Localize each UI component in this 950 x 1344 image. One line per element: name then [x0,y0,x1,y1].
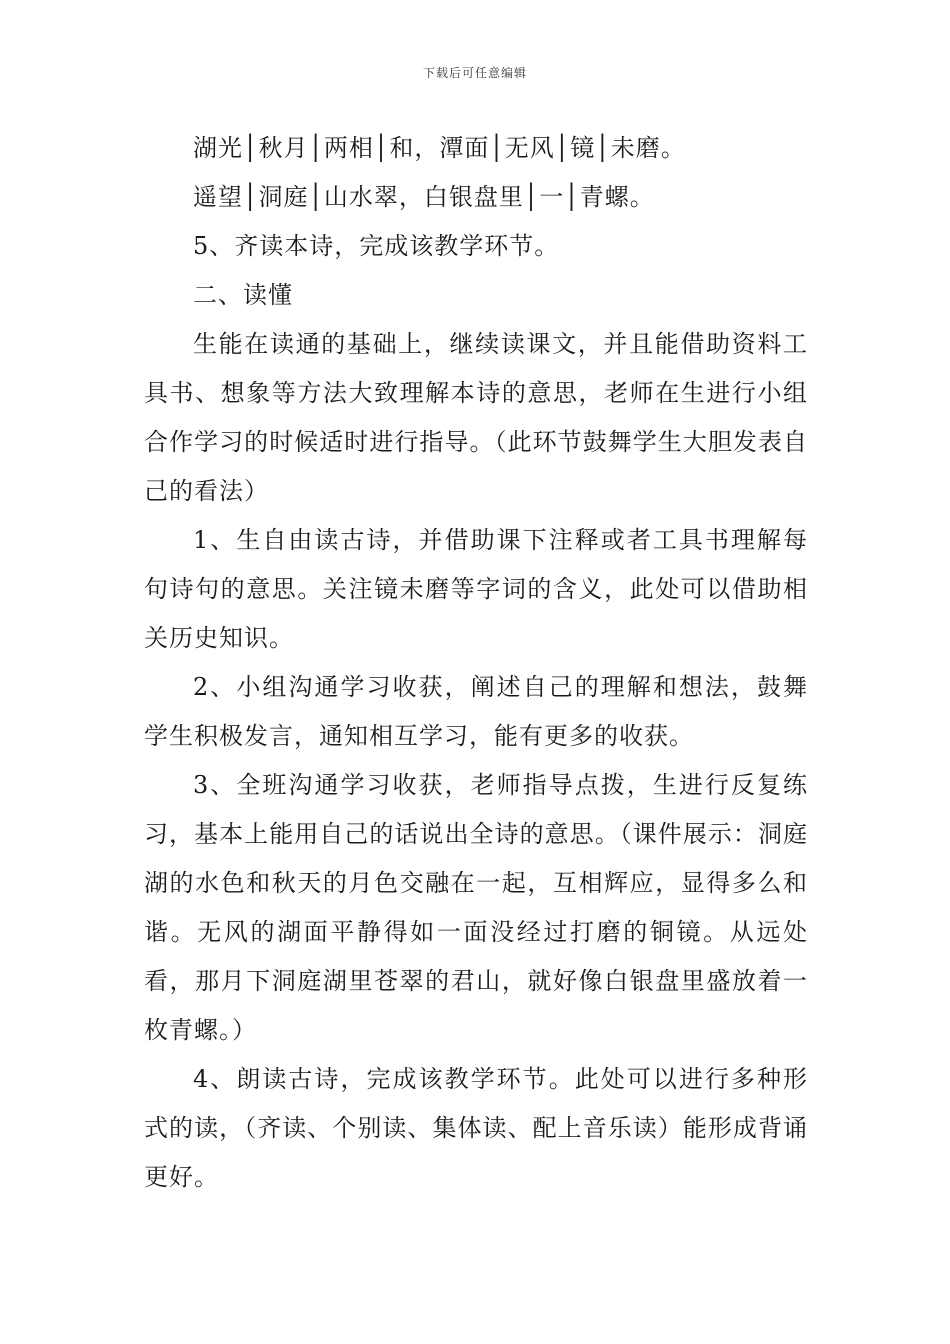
poem-line-2: 遥望│洞庭│山水翠，白银盘里│一│青螺。 [193,183,655,211]
section-intro-paragraph: 生能在读通的基础上，继续读课文，并且能借助资料工具书、想象等方法大致理解本诗的意思，老师在生进行小组合作学习的时候适时进行指导。（此环节鼓舞学生大胆发表自己的看法） [144,330,808,505]
step-5-paragraph: 5、齐读本诗，完成该教学环节。 [193,232,560,260]
section-heading-dudong: 二、读懂 [193,281,293,309]
document-body [144,124,808,1202]
step-4-paragraph: 4、朗读古诗，完成该教学环节。此处可以进行多种形式的读，（齐读、个别读、集体读、配上音乐读）能形成背诵更好。 [144,1065,808,1191]
step-1-paragraph: 1、生自由读古诗，并借助课下注释或者工具书理解每句诗句的意思。关注镜未磨等字词的含义，此处可以借助相关历史知识。 [144,526,808,652]
step-2-paragraph: 2、小组沟通学习收获，阐述自己的理解和想法，鼓舞学生积极发言，通知相互学习，能有更多的收获。 [144,673,808,750]
poem-line-1: 湖光│秋月│两相│和，潭面│无风│镜│未磨。 [193,134,686,162]
step-3-paragraph: 3、全班沟通学习收获，老师指导点拨，生进行反复练习，基本上能用自己的话说出全诗的意思。（课件展示：洞庭湖的水色和秋天的月色交融在一起，互相辉应，显得多么和谐。无风的湖面平静得如一面没经过打磨的铜镜。从远处看，那月下洞庭湖里苍翠的君山，就好像白银盘里盛放着一枚青螺。） [144,771,808,1044]
page-header-note: 下载后可任意编辑 [422,66,527,80]
